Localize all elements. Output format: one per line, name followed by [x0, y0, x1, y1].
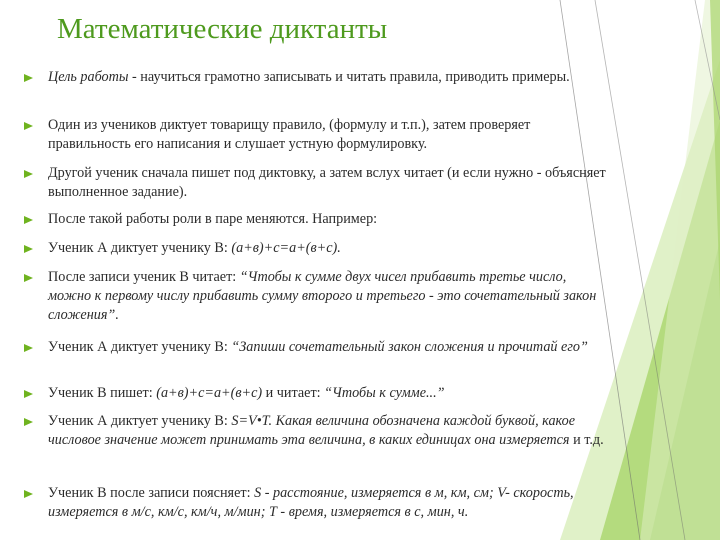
bullet-text: - научиться грамотно записывать и читать правила, приводить примеры. [128, 69, 570, 85]
bullet-text: После записи ученик В читает: [48, 269, 240, 285]
bullet-text: Ученик В после записи поясняет: [48, 485, 255, 501]
bullet-text: Один из учеников диктует товарищу правило, (формулу и т.п.), затем проверяет правильность его написания и слушает устную формулировку. [48, 117, 531, 152]
bullet-arrow-icon [24, 74, 33, 82]
bullet-formula: (а+в)+с=а+(в+с). [231, 240, 341, 256]
bullet-text: Другой ученик сначала пишет под диктовку, а затем вслух читает (и если нужно - объясняет выполненное задание). [48, 165, 606, 200]
bullet-quote: “Запиши сочетательный закон сложения и прочитай его” [231, 339, 588, 355]
bullet-arrow-icon [24, 170, 33, 178]
bullet-lead: Цель работы [48, 69, 129, 85]
bullet-arrow-icon [24, 344, 33, 352]
bullet-arrow-icon [24, 216, 33, 224]
bullet-arrow-icon [24, 245, 33, 253]
bullet-quote: S=V•T. Какая величина обозначена каждой буквой, какое числовое значение может принимать эта величина, в каких единицах она измеряется [48, 413, 576, 448]
bullet-arrow-icon [24, 418, 33, 426]
bullet-text: Ученик А диктует ученику В: [48, 339, 232, 355]
bullet-text: Ученик В пишет: [48, 385, 157, 401]
bullet-arrow-icon [24, 490, 33, 498]
bullet-text: Ученик А диктует ученику В: [48, 413, 232, 429]
bullet-quote: “Чтобы к сумме...” [324, 385, 445, 401]
bullet-text-2: и т.д. [569, 432, 604, 448]
bullet-text-2: и читает: [262, 385, 325, 401]
bullet-arrow-icon [24, 274, 33, 282]
bullet-text: Ученик А диктует ученику В: [48, 240, 232, 256]
bullet-quote: S - расстояние, измеряется в м, км, см; V- скорость, измеряется в м/с, км/с, км/ч, м/мин; Т - время, измеряется в с, мин, ч. [48, 485, 574, 520]
bullet-arrow-icon [24, 390, 33, 398]
slide-title: Математические диктанты [57, 13, 388, 45]
bullet-quote: “Чтобы к сумме двух чисел прибавить третье число, можно к первому числу прибавить сумму второго и третьего - это сочетательный закон сложения”. [48, 269, 597, 323]
bullet-formula: (а+в)+с=а+(в+с) [156, 385, 263, 401]
bullet-text: После такой работы роли в паре меняются. Например: [48, 211, 378, 227]
bullet-arrow-icon [24, 122, 33, 130]
